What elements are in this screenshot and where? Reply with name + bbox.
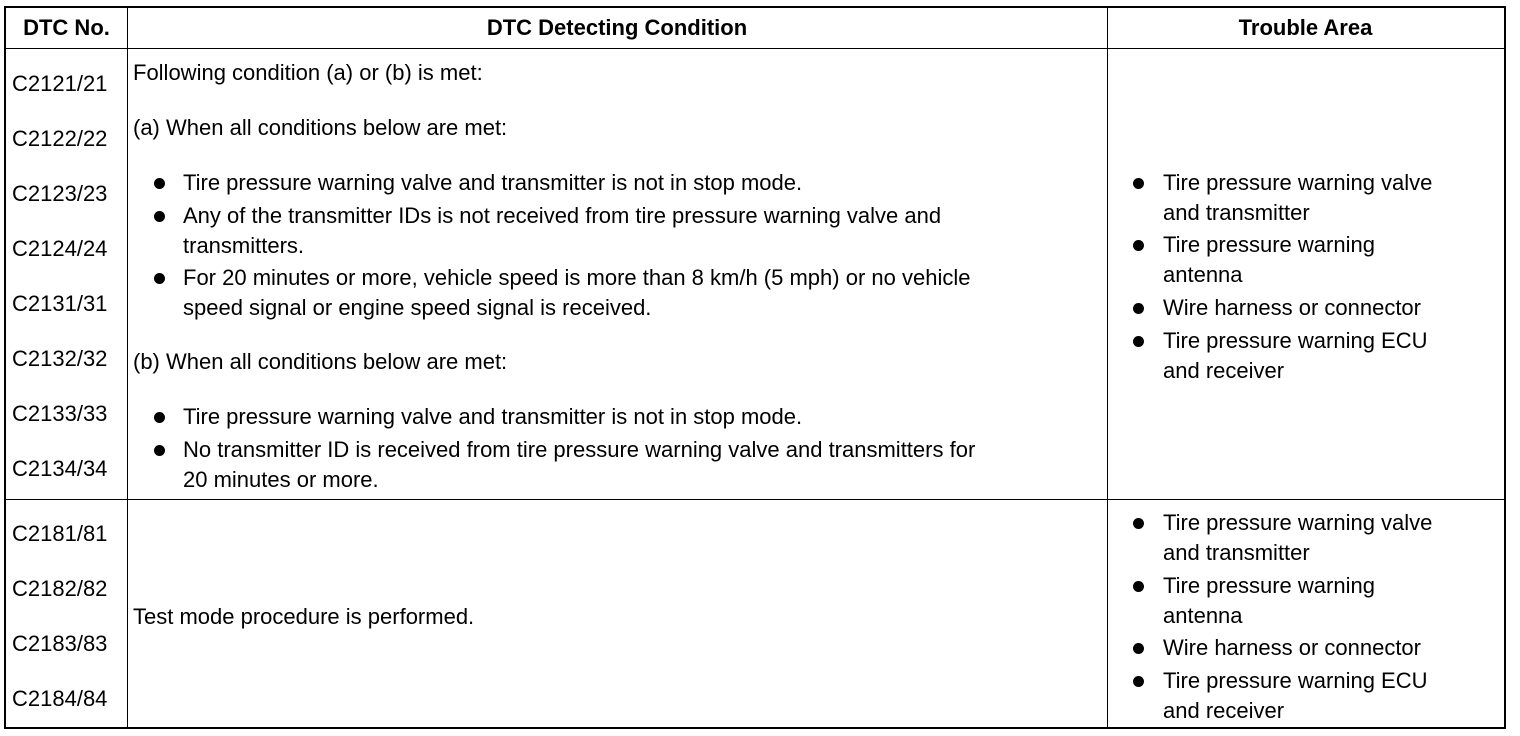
dtc-code: C2133/33: [12, 401, 108, 426]
bullet-icon: [154, 178, 165, 189]
column-divider: [1107, 8, 1108, 727]
condition-b-bullet: No transmitter ID is received from tire pressure warning valve and transmitters for: [183, 437, 976, 462]
row-divider: [6, 499, 1504, 500]
trouble-item: Wire harness or connector: [1163, 295, 1421, 320]
bullet-icon: [1133, 676, 1144, 687]
dtc-code: C2183/83: [12, 631, 108, 656]
condition-a-bullet: For 20 minutes or more, vehicle speed is more than 8 km/h (5 mph) or no vehicle: [183, 265, 971, 290]
bullet-icon: [154, 211, 165, 222]
trouble-item-cont: antenna: [1163, 603, 1243, 628]
dtc-code: C2131/31: [12, 291, 108, 316]
trouble-item-cont: and transmitter: [1163, 540, 1310, 565]
trouble-item: Tire pressure warning: [1163, 232, 1375, 257]
trouble-item-cont: antenna: [1163, 262, 1243, 287]
condition-b-bullet-cont: 20 minutes or more.: [183, 467, 379, 492]
dtc-code: C2181/81: [12, 521, 108, 546]
header-dtc-no: DTC No.: [23, 15, 110, 40]
trouble-item: Tire pressure warning ECU: [1163, 668, 1428, 693]
condition-b-bullet: Tire pressure warning valve and transmitter is not in stop mode.: [183, 404, 803, 429]
trouble-item-cont: and receiver: [1163, 358, 1285, 383]
bullet-icon: [1133, 336, 1144, 347]
trouble-item-cont: and transmitter: [1163, 200, 1310, 225]
dtc-table: [4, 6, 1506, 729]
bullet-icon: [1133, 518, 1144, 529]
condition-a-bullet-cont: speed signal or engine speed signal is received.: [183, 295, 652, 320]
trouble-item: Tire pressure warning: [1163, 573, 1375, 598]
condition-intro: Following condition (a) or (b) is met:: [133, 60, 483, 85]
bullet-icon: [154, 445, 165, 456]
condition-a-bullet: Tire pressure warning valve and transmitter is not in stop mode.: [183, 170, 803, 195]
header-trouble-area: Trouble Area: [1238, 15, 1373, 40]
dtc-code: C2122/22: [12, 126, 108, 151]
bullet-icon: [1133, 581, 1144, 592]
trouble-item: Tire pressure warning valve: [1163, 510, 1433, 535]
dtc-code: C2134/34: [12, 456, 108, 481]
condition-a-heading: (a) When all conditions below are met:: [133, 115, 508, 140]
condition-a-bullet-cont: transmitters.: [183, 233, 305, 258]
bullet-icon: [1133, 643, 1144, 654]
trouble-item: Tire pressure warning valve: [1163, 170, 1433, 195]
bullet-icon: [1133, 240, 1144, 251]
dtc-code: C2123/23: [12, 181, 108, 206]
trouble-item: Wire harness or connector: [1163, 635, 1421, 660]
dtc-code: C2121/21: [12, 71, 108, 96]
dtc-code: C2124/24: [12, 236, 108, 261]
bullet-icon: [154, 273, 165, 284]
condition-text: Test mode procedure is performed.: [133, 604, 475, 629]
column-divider: [127, 8, 128, 727]
condition-a-bullet: Any of the transmitter IDs is not received from tire pressure warning valve and: [183, 203, 942, 228]
header-detecting-condition: DTC Detecting Condition: [486, 15, 748, 40]
trouble-item: Tire pressure warning ECU: [1163, 328, 1428, 353]
dtc-code: C2184/84: [12, 686, 108, 711]
condition-b-heading: (b) When all conditions below are met:: [133, 349, 508, 374]
bullet-icon: [1133, 303, 1144, 314]
header-divider: [6, 48, 1504, 49]
trouble-item-cont: and receiver: [1163, 698, 1285, 723]
dtc-code: C2132/32: [12, 346, 108, 371]
bullet-icon: [154, 412, 165, 423]
bullet-icon: [1133, 178, 1144, 189]
dtc-code: C2182/82: [12, 576, 108, 601]
